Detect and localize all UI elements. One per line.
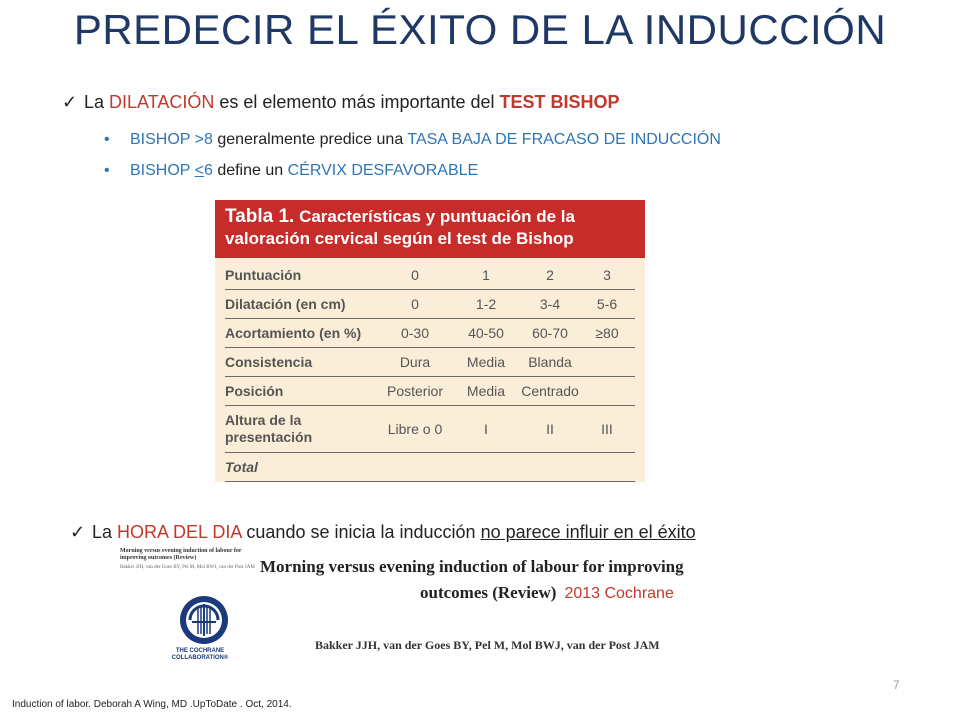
bullet2-lt: < (194, 162, 204, 179)
point-text-prefix: La (84, 92, 110, 112)
cell: ≥80 (595, 325, 619, 341)
cell: I (484, 421, 488, 437)
row-label: Dilatación (en cm) (225, 295, 346, 312)
checkmark-icon: ✓ (62, 92, 78, 112)
cell: Dura (399, 354, 431, 370)
footer-reference: Induction of labor. Deborah A Wing, MD .UpToDate . Oct, 2014. (12, 699, 292, 710)
table-title-rest: Características y puntuación de la (294, 207, 575, 226)
table-label: Tabla 1. (225, 206, 295, 227)
row-label: Acortamiento (en %) (225, 324, 362, 341)
cell: 0 (411, 267, 419, 283)
thumb-title: Morning versus evening induction of labour for improving outcomes (Review) (120, 548, 242, 561)
row-label: Puntuación (225, 266, 302, 283)
review-authors: Bakker JJH, van der Goes BY, Pel M, Mol BWJ, van der Post JAM (315, 638, 660, 652)
cell: Posterior (386, 383, 444, 399)
cell: 5-6 (596, 296, 618, 312)
table-row (225, 348, 635, 377)
hora-del-dia-highlight: HORA DEL DIA (117, 522, 242, 542)
cell: 1-2 (475, 296, 497, 312)
cell: 40-50 (468, 325, 504, 341)
bullet-bishop-low (104, 162, 478, 180)
cell: Blanda (528, 354, 572, 370)
table-row (225, 453, 635, 482)
slide-title: PREDECIR EL ÉXITO DE LA INDUCCIÓN (73, 6, 887, 53)
cell: 1 (482, 267, 490, 283)
cell: II (546, 421, 554, 437)
row-label: Altura de la presentación (225, 412, 313, 445)
cell: Media (466, 354, 506, 370)
bullet1-blue: TASA BAJA DE FRACASO DE INDUCCIÓN (407, 131, 721, 148)
cell: 2 (546, 267, 554, 283)
checkmark-icon: ✓ (70, 522, 86, 542)
table-row (225, 290, 635, 319)
thumb-authors: Bakker JJH, van der Goes BY, Pel M, Mol BWJ, van der Post JAM (120, 565, 255, 570)
review-title (260, 554, 740, 607)
bullet2-num: 6 (203, 162, 218, 179)
cell: 3-4 (539, 296, 561, 312)
cochrane-source: 2013 Cochrane (564, 585, 674, 602)
bullet2-black: define un (217, 162, 288, 179)
bullet1-prefix: BISHOP >8 (130, 131, 218, 148)
point-hora-del-dia (70, 522, 696, 543)
bullet-icon: • (104, 162, 110, 179)
test-bishop-emphasis: TEST BISHOP (499, 92, 620, 112)
bishop-table-header (215, 200, 645, 258)
bullet2-prefix: BISHOP (130, 162, 195, 179)
bishop-table (215, 200, 645, 482)
point-dilatacion (62, 92, 620, 113)
cochrane-review-thumbnail (120, 548, 255, 670)
cell: Libre o 0 (387, 421, 443, 437)
cell: 0 (411, 296, 419, 312)
bullet-icon: • (104, 131, 110, 148)
bullet1-black: generalmente predice una (217, 131, 408, 148)
cell: Media (466, 383, 506, 399)
point2-prefix: La (92, 522, 118, 542)
cell: III (601, 421, 613, 437)
bullet-bishop-high (104, 131, 721, 149)
row-label: Consistencia (225, 353, 313, 370)
review-title-line1: Morning versus evening induction of labour for improving (260, 557, 684, 576)
point-text-middle: es el elemento más importante del (214, 92, 500, 112)
review-title-line2: outcomes (Review) (420, 583, 557, 602)
table-title-line2: valoración cervical según el test de Bishop (225, 229, 574, 248)
cell: Centrado (521, 383, 579, 399)
point2-underlined: no parece influir en el éxito (480, 522, 696, 542)
row-label: Total (225, 458, 258, 475)
dilatacion-highlight: DILATACIÓN (109, 92, 215, 112)
cell: 0-30 (400, 325, 430, 341)
bullet2-blue: CÉRVIX DESFAVORABLE (287, 162, 479, 179)
row-label: Posición (225, 382, 284, 399)
cell: 3 (603, 267, 611, 283)
point2-middle: cuando se inicia la inducción (241, 522, 481, 542)
table-row (225, 319, 635, 348)
table-row (225, 261, 635, 290)
page-number: 7 (893, 678, 900, 692)
cell: 60-70 (532, 325, 568, 341)
cochrane-logo-text: THE COCHRANE COLLABORATION® (171, 648, 229, 661)
table-row (225, 406, 635, 453)
table-row (225, 377, 635, 406)
